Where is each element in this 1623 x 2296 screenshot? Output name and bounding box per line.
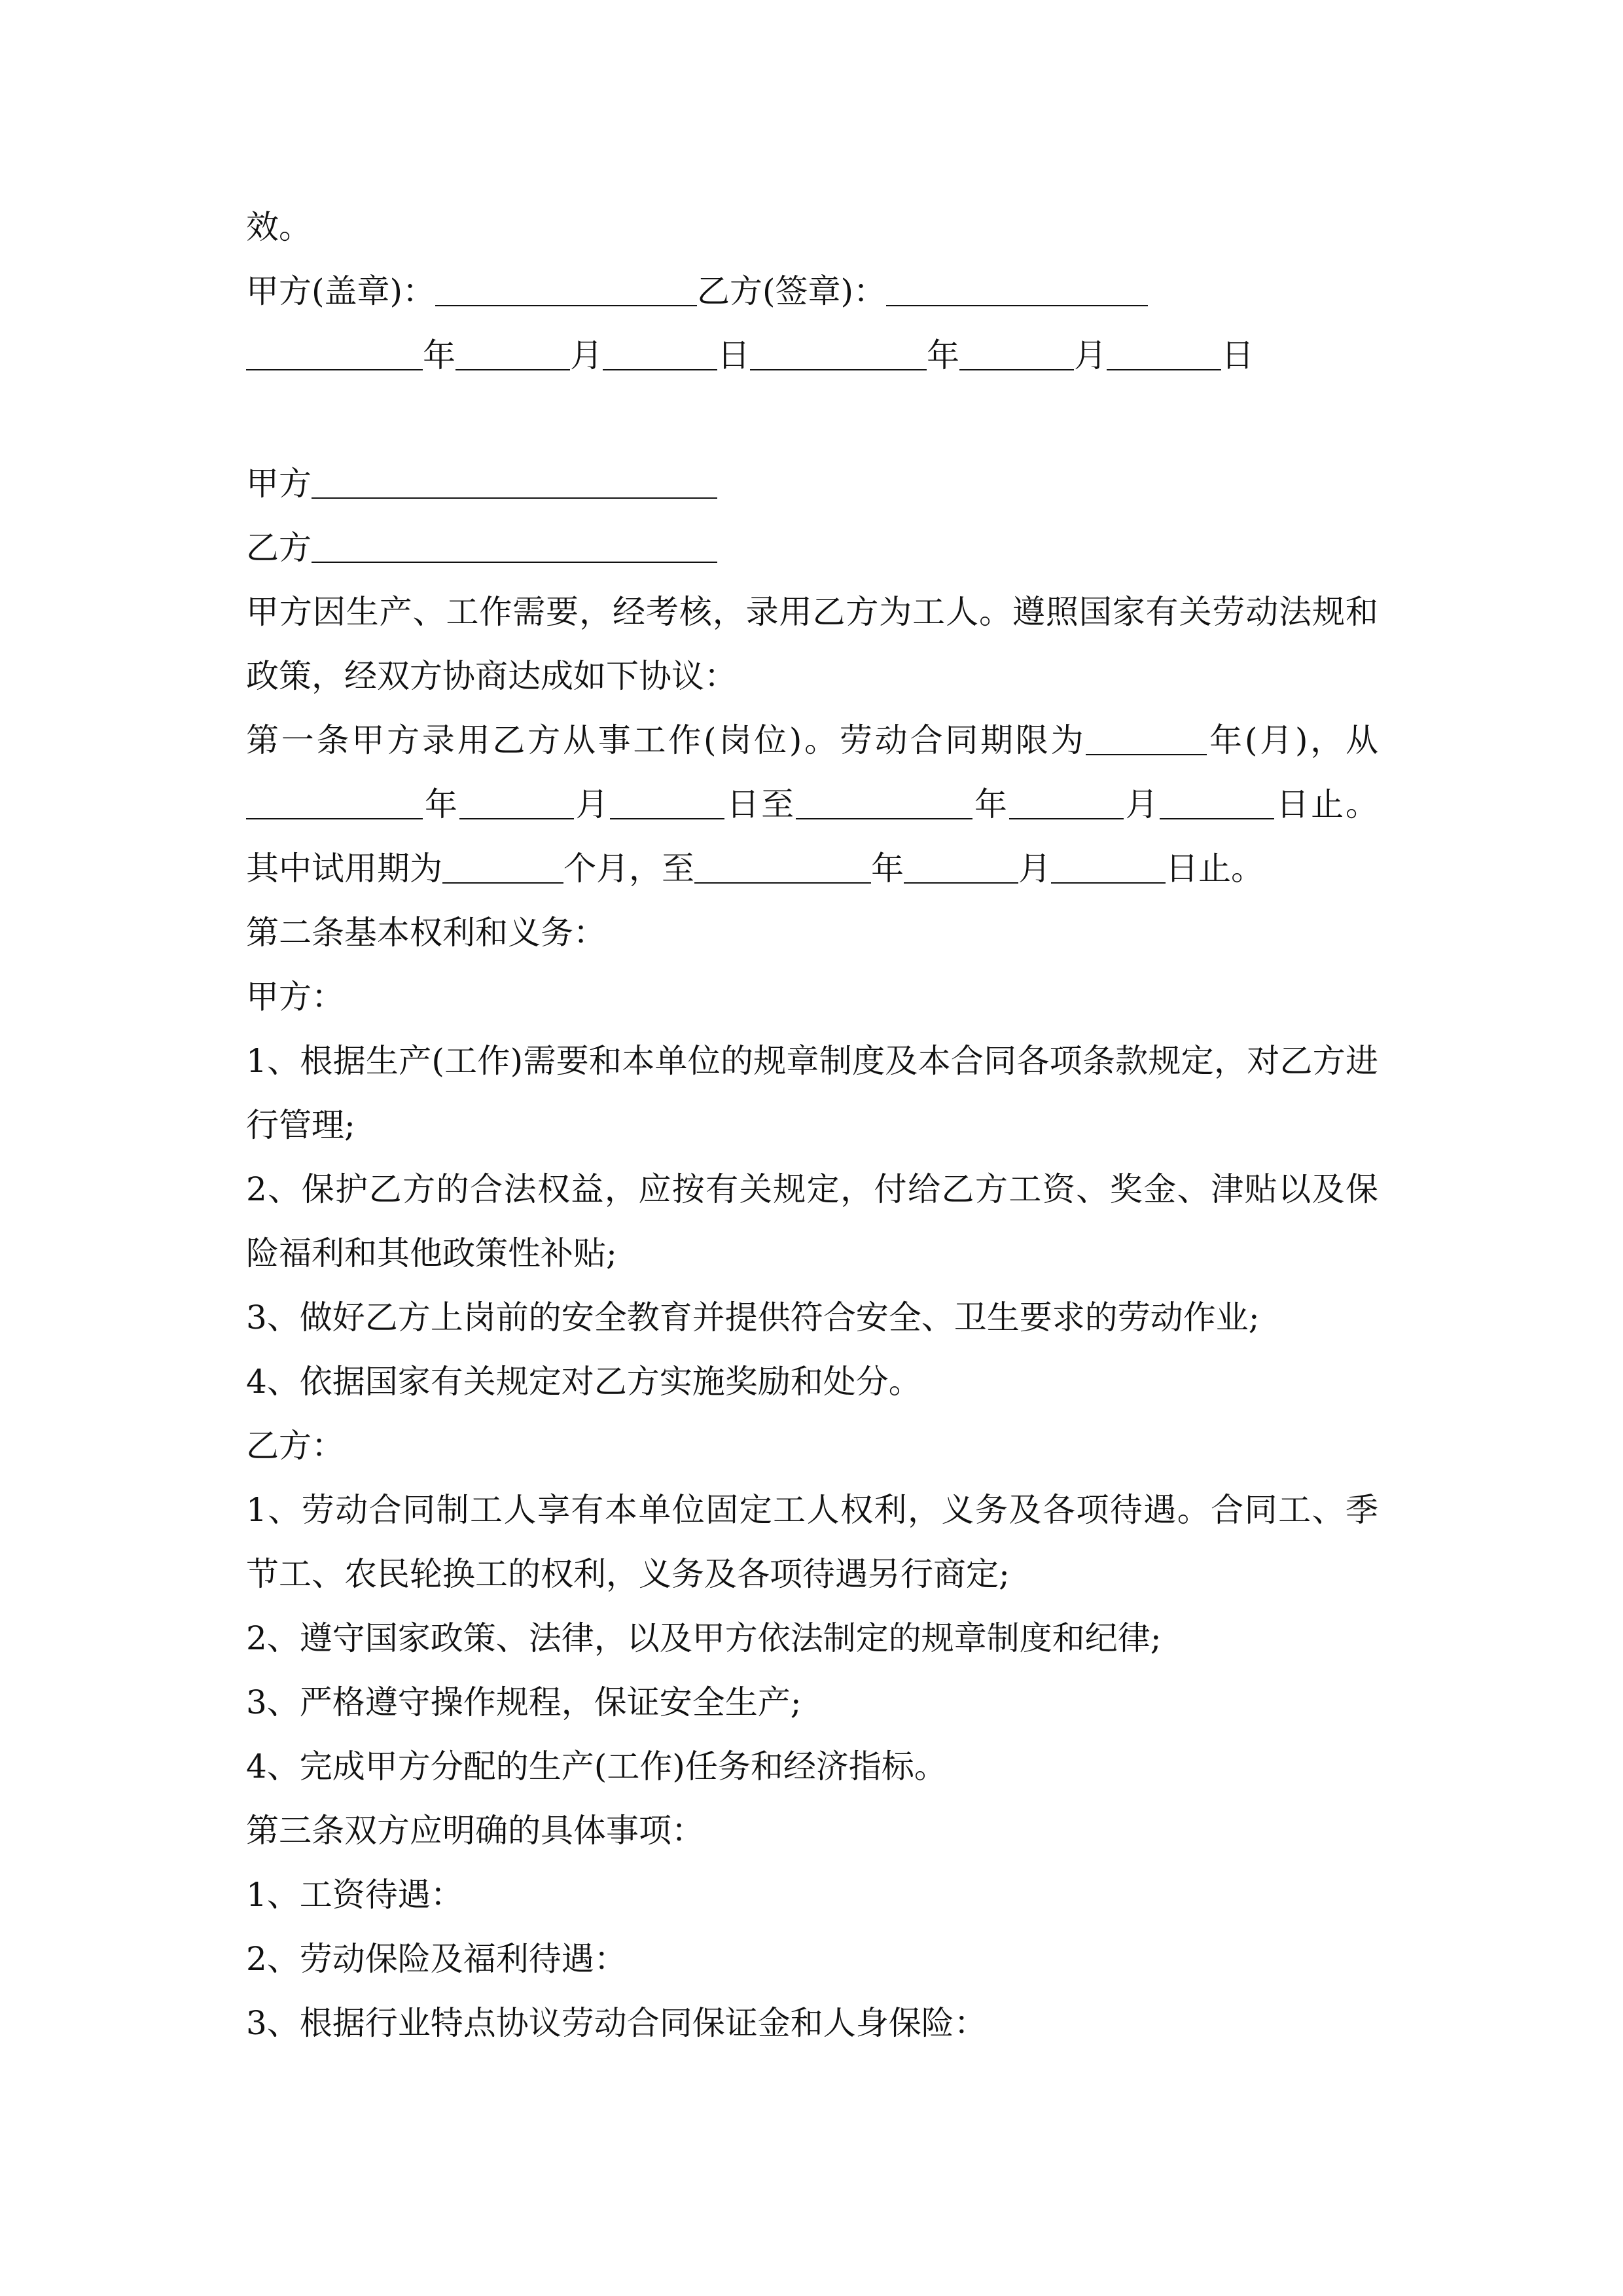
party-b-duties-label: 乙方：	[246, 1427, 344, 1465]
party-a-month-blank[interactable]	[455, 330, 570, 370]
signature-line	[246, 259, 1378, 323]
term-length-blank[interactable]	[1086, 715, 1207, 755]
article-1	[246, 708, 1378, 901]
list-item: 3、根据行业特点协议劳动合同保证金和人身保险：	[246, 2004, 987, 2042]
trial-end-day-blank[interactable]	[1051, 843, 1166, 884]
party-a-stamp-label: 甲方(盖章)：	[246, 272, 436, 310]
start-year-blank[interactable]	[246, 779, 423, 819]
day-label: 日	[717, 336, 750, 374]
signature-section	[246, 195, 1378, 387]
day-to-label: 日至	[724, 785, 796, 823]
year-label: 年	[423, 336, 455, 374]
party-a-day-blank[interactable]	[603, 330, 717, 370]
start-month-blank[interactable]	[459, 779, 574, 819]
months-to-label: 个月，至	[563, 850, 694, 888]
month-label: 月	[1074, 336, 1107, 374]
list-item: 1、工资待遇：	[246, 1876, 463, 1914]
article-1-end: 日止。	[1166, 850, 1264, 888]
list-item: 4、依据国家有关规定对乙方实施奖励和处分。	[246, 1363, 921, 1401]
party-b-name-blank[interactable]	[312, 522, 717, 563]
year-label: 年	[927, 336, 959, 374]
party-b-sign-label: 乙方(签章)：	[697, 272, 887, 310]
year-label: 年	[972, 785, 1009, 823]
party-b-sign-blank[interactable]	[886, 266, 1148, 306]
party-b-line	[246, 516, 1378, 580]
article-1-text: 第一条甲方录用乙方从事工作(岗位)。劳动合同期限为	[246, 721, 1086, 759]
month-label: 月	[573, 785, 611, 823]
list-item: 2、保护乙方的合法权益，应按有关规定，付给乙方工资、奖金、津贴以及保险福利和其他政策性补贴;	[246, 1170, 1378, 1272]
party-b-month-blank[interactable]	[959, 330, 1074, 370]
article-2-title: 第二条基本权利和义务：	[246, 914, 606, 952]
party-a-name-blank[interactable]	[312, 458, 717, 499]
year-label: 年	[871, 850, 904, 888]
start-day-blank[interactable]	[610, 779, 724, 819]
month-label: 月	[1018, 850, 1051, 888]
party-a-label: 甲方	[246, 465, 312, 503]
article-3-title: 第三条双方应明确的具体事项：	[246, 1812, 704, 1850]
contract-body	[246, 452, 1378, 2055]
trial-end-month-blank[interactable]	[904, 843, 1018, 884]
end-month-blank[interactable]	[1009, 779, 1124, 819]
party-b-year-blank[interactable]	[750, 330, 927, 370]
day-label: 日	[1221, 336, 1254, 374]
list-item: 2、遵守国家政策、法律，以及甲方依法制定的规章制度和纪律;	[246, 1619, 1162, 1657]
party-b-label: 乙方	[246, 529, 312, 567]
list-item: 1、根据生产(工作)需要和本单位的规章制度及本合同各项条款规定，对乙方进行管理;	[246, 1042, 1378, 1144]
list-item: 4、完成甲方分配的生产(工作)任务和经济指标。	[246, 1748, 947, 1785]
month-label: 月	[1123, 785, 1160, 823]
end-day-blank[interactable]	[1160, 779, 1274, 819]
month-label: 月	[570, 336, 603, 374]
party-a-stamp-blank[interactable]	[435, 266, 697, 306]
party-b-day-blank[interactable]	[1107, 330, 1221, 370]
list-item: 3、做好乙方上岗前的安全教育并提供符合安全、卫生要求的劳动作业;	[246, 1299, 1260, 1336]
party-a-year-blank[interactable]	[246, 330, 423, 370]
signature-date-line	[246, 323, 1378, 387]
list-item: 1、劳动合同制工人享有本单位固定工人权利，义务及各项待遇。合同工、季节工、农民轮换工的权利，义务及各项待遇另行商定;	[246, 1491, 1378, 1593]
article-1-text-from: 年(月)，从	[1207, 721, 1378, 759]
previous-page-ending: 效。	[246, 208, 312, 246]
trial-months-blank[interactable]	[442, 843, 563, 884]
article-1-text-trial: 日止。其中试用期为	[246, 785, 1379, 888]
end-year-blank[interactable]	[796, 779, 972, 819]
list-item: 3、严格遵守操作规程，保证安全生产;	[246, 1683, 802, 1721]
year-label: 年	[423, 785, 459, 823]
party-a-duties-label: 甲方：	[246, 978, 344, 1016]
trial-end-year-blank[interactable]	[694, 843, 871, 884]
party-a-line	[246, 452, 1378, 516]
list-item: 2、劳动保险及福利待遇：	[246, 1940, 627, 1978]
intro-paragraph: 甲方因生产、工作需要，经考核，录用乙方为工人。遵照国家有关劳动法规和政策，经双方协商达成如下协议：	[246, 593, 1378, 695]
